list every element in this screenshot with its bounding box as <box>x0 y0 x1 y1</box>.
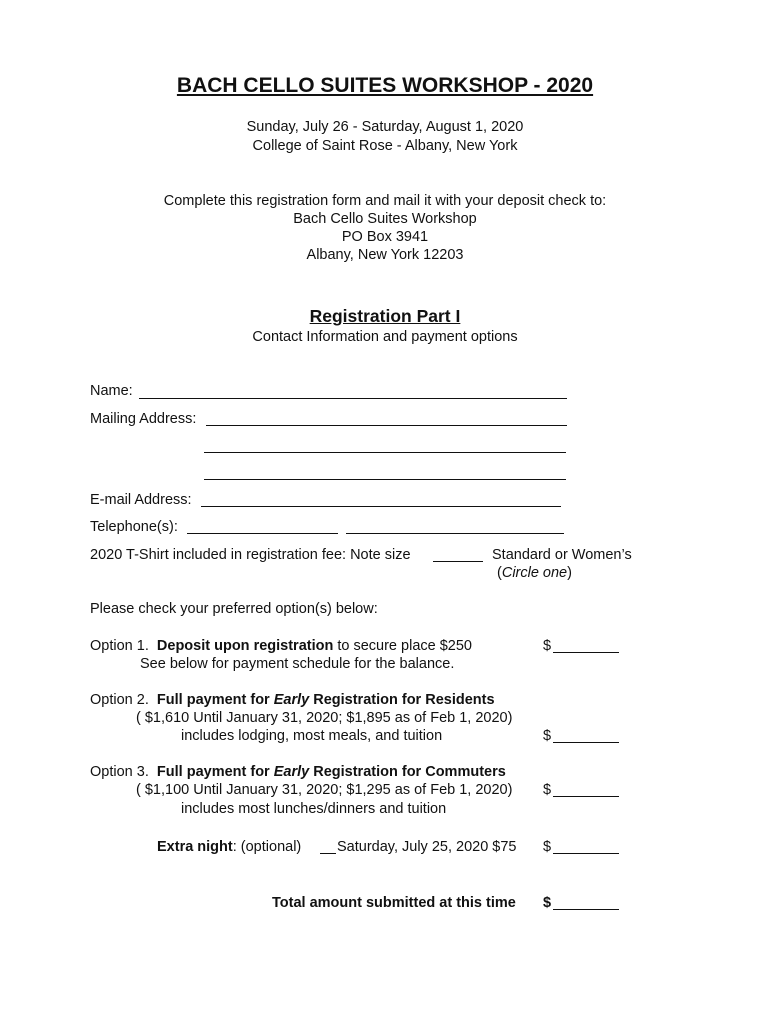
circle-word: Circle one <box>501 565 568 581</box>
mailing-address-field-3[interactable] <box>204 479 566 480</box>
option2-note: includes lodging, most meals, and tuition <box>181 728 443 744</box>
tshirt-choice[interactable]: Standard or Women’s <box>492 547 632 563</box>
total-label: Total amount submitted at this time <box>272 895 516 911</box>
extra-night-item: Saturday, July 25, 2020 $75 <box>337 839 517 855</box>
extra-night-amount-field[interactable] <box>553 853 619 854</box>
option3-bold-italic: Early <box>273 764 310 780</box>
option2-line <box>90 692 495 708</box>
telephone-field-2[interactable] <box>346 533 564 534</box>
section-title <box>0 306 770 327</box>
option3-prices: ( $1,100 Until January 31, 2020; $1,295 as of Feb 1, 2020) <box>136 782 513 798</box>
extra-night-dollar: $ <box>543 839 552 855</box>
option2-dollar: $ <box>543 728 552 744</box>
option2-amount-field[interactable] <box>553 742 619 743</box>
mailing-address-field-2[interactable] <box>204 452 566 453</box>
option1-amount-field[interactable] <box>553 652 619 653</box>
name-label: Name: <box>90 383 133 399</box>
mail-line2: PO Box 3941 <box>341 229 429 245</box>
option2-bold-italic: Early <box>273 692 310 708</box>
extra-night-rest: : (optional) <box>232 839 302 855</box>
option2-prices: ( $1,610 Until January 31, 2020; $1,895 as of Feb 1, 2020) <box>136 710 513 726</box>
option3-bold-a: Full payment for <box>156 764 274 780</box>
telephone-label: Telephone(s): <box>90 519 178 535</box>
mailing-address-label: Mailing Address: <box>90 411 197 427</box>
option2-bold-a: Full payment for <box>156 692 274 708</box>
option3-line <box>90 764 506 780</box>
name-field[interactable] <box>139 398 567 399</box>
mail-line3: Albany, New York 12203 <box>306 247 464 263</box>
mailing-address-field-1[interactable] <box>206 425 567 426</box>
tshirt-label: 2020 T-Shirt included in registration fee: Note size <box>90 547 411 563</box>
option1-number: Option 1. <box>90 638 149 654</box>
option3-amount-field[interactable] <box>553 796 619 797</box>
option1-note: See below for payment schedule for the balance. <box>140 656 455 672</box>
option2-number: Option 2. <box>90 692 149 708</box>
option3-note: includes most lunches/dinners and tuition <box>181 801 447 817</box>
extra-night-check-field[interactable] <box>320 853 336 854</box>
circle-open: ( <box>497 565 502 581</box>
total-dollar: $ <box>543 895 552 911</box>
tshirt-size-field[interactable] <box>433 561 483 562</box>
title-text: BACH CELLO SUITES WORKSHOP - 2020 <box>176 74 594 97</box>
event-location: College of Saint Rose - Albany, New York <box>252 138 518 154</box>
extra-night-bold: Extra night <box>157 839 233 855</box>
event-dates: Sunday, July 26 - Saturday, August 1, 2020 <box>246 119 524 135</box>
circle-one-note <box>497 565 572 581</box>
option1-dollar: $ <box>543 638 552 654</box>
option1-bold: Deposit upon registration <box>156 638 334 654</box>
section-subtitle: Contact Information and payment options <box>252 329 518 345</box>
email-label: E-mail Address: <box>90 492 192 508</box>
section-title-text: Registration Part I <box>309 306 461 326</box>
page-title <box>0 74 770 98</box>
option3-bold-b: Registration for Commuters <box>309 764 506 780</box>
mail-intro: Complete this registration form and mail it with your deposit check to: <box>163 193 607 209</box>
circle-close: ) <box>567 565 572 581</box>
option3-dollar: $ <box>543 782 552 798</box>
extra-night-line <box>157 839 301 855</box>
option2-bold-b: Registration for Residents <box>309 692 495 708</box>
option1-line <box>90 638 472 654</box>
total-amount-field[interactable] <box>553 909 619 910</box>
email-field[interactable] <box>201 506 561 507</box>
mail-line1: Bach Cello Suites Workshop <box>293 211 477 227</box>
options-intro: Please check your preferred option(s) below: <box>90 601 378 617</box>
option3-number: Option 3. <box>90 764 149 780</box>
telephone-field-1[interactable] <box>187 533 338 534</box>
option1-rest: to secure place $250 <box>333 638 472 654</box>
